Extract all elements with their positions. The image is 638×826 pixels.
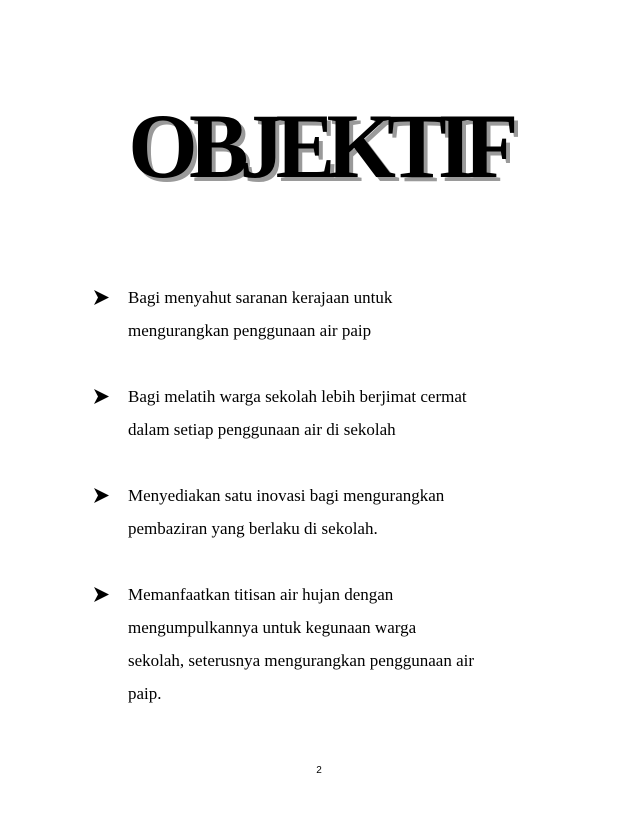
page-number: 2 — [316, 765, 322, 776]
objective-text-line: mengurangkan penggunaan air paip — [128, 321, 372, 340]
objective-text-line: Bagi melatih warga sekolah lebih berjimat cermat — [128, 387, 467, 406]
arrowhead-bullet-icon — [94, 578, 110, 611]
objective-text-line: Bagi menyahut saranan kerajaan untuk — [128, 288, 393, 307]
objective-item-1 — [94, 281, 534, 347]
objectives-list — [94, 281, 534, 743]
arrowhead-bullet-icon — [94, 479, 110, 512]
objective-text-line: sekolah, seterusnya mengurangkan penggunaan air — [128, 651, 475, 670]
objective-text-line: Memanfaatkan titisan air hujan dengan — [128, 585, 394, 604]
objective-text-line: dalam setiap penggunaan air di sekolah — [128, 420, 396, 439]
arrowhead-bullet-icon — [94, 281, 110, 314]
objective-text-line: paip. — [128, 684, 162, 703]
page-title: OBJEKTIF — [128, 95, 510, 197]
objective-text-line: pembaziran yang berlaku di sekolah. — [128, 519, 378, 538]
objective-text-line: Menyediakan satu inovasi bagi mengurangkan — [128, 486, 445, 505]
objective-item-4 — [94, 578, 534, 710]
arrowhead-bullet-icon — [94, 380, 110, 413]
objective-item-3 — [94, 479, 534, 545]
objective-text-line: mengumpulkannya untuk kegunaan warga — [128, 618, 417, 637]
objective-item-2 — [94, 380, 534, 446]
